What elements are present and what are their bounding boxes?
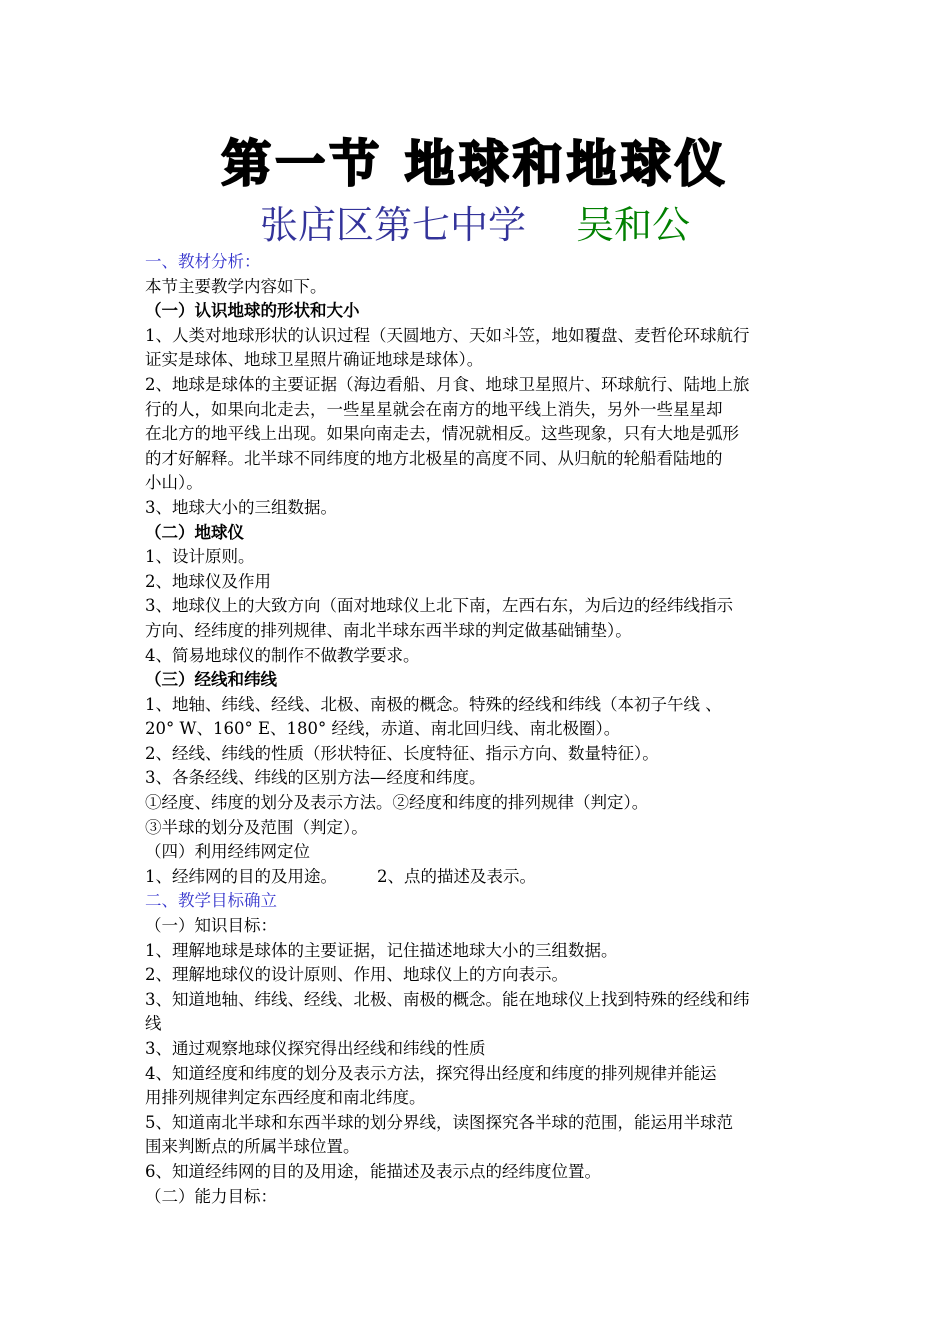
line-text: 1、地轴、纬线、经线、北极、南极的概念。特殊的经线和纬线（本初子午线 、 bbox=[145, 694, 722, 714]
text-line bbox=[145, 939, 815, 964]
line-text: 方向、经纬度的排列规律、南北半球东西半球的判定做基础铺垫）。 bbox=[145, 620, 632, 640]
line-text: 用排列规律判定东西经度和南北纬度。 bbox=[145, 1088, 426, 1108]
text-line bbox=[145, 963, 815, 988]
text-line bbox=[145, 447, 815, 472]
line-text: 小山）。 bbox=[145, 473, 203, 493]
section-heading bbox=[145, 299, 815, 324]
text-line bbox=[145, 1160, 815, 1185]
line-text: 围来判断点的所属半球位置。 bbox=[145, 1137, 360, 1157]
line-text: 1、经纬网的目的及用途。 bbox=[145, 866, 337, 886]
section-heading bbox=[145, 521, 815, 546]
line-text: 在北方的地平线上出现。如果向南走去，情况就相反。这些现象，只有大地是弧形 bbox=[145, 424, 739, 444]
line-text: 一、教材分析： bbox=[145, 252, 261, 271]
line-text: 2、地球仪及作用 bbox=[145, 571, 271, 591]
line-text: 3、地球大小的三组数据。 bbox=[145, 497, 337, 517]
line-text: 3、通过观察地球仪探究得出经线和纬线的性质 bbox=[145, 1039, 486, 1058]
text-line bbox=[145, 816, 815, 841]
line-text: 的才好解释。北半球不同纬度的地方北极星的高度不同、从归航的轮船看陆地的 bbox=[145, 448, 723, 468]
line-text: （一）认识地球的形状和大小 bbox=[145, 301, 360, 321]
text-line bbox=[145, 398, 815, 423]
document-title: 第一节 地球和地球仪 bbox=[221, 135, 729, 193]
line-text: （三）经线和纬线 bbox=[145, 670, 277, 690]
line-text: 1、人类对地球形状的认识过程（天圆地方、天如斗笠，地如覆盘、麦哲伦环球航行 bbox=[145, 325, 750, 345]
line-text: 4、简易地球仪的制作不做教学要求。 bbox=[145, 645, 420, 665]
line-text: 行的人，如果向北走去，一些星星就会在南方的地平线上消失，另外一些星星却 bbox=[145, 399, 723, 419]
text-line bbox=[145, 619, 815, 644]
text-line bbox=[145, 742, 815, 767]
section-heading bbox=[145, 250, 815, 275]
line-text: ①经度、纬度的划分及表示方法。②经度和纬度的排列规律（判定）。 bbox=[145, 793, 649, 813]
line-text: 1、理解地球是球体的主要证据，记住描述地球大小的三组数据。 bbox=[145, 940, 618, 960]
text-line bbox=[145, 914, 815, 939]
text-line bbox=[145, 1086, 815, 1111]
line-text: 3、地球仪上的大致方向（面对地球仪上北下南，左西右东，为后边的经纬线指示 bbox=[145, 596, 733, 616]
text-line bbox=[145, 496, 815, 521]
text-line bbox=[145, 865, 815, 890]
text-line bbox=[145, 471, 815, 496]
line-text: 本节主要教学内容如下。 bbox=[145, 276, 327, 296]
line-text: 证实是球体、地球卫星照片确证地球是球体）。 bbox=[145, 350, 484, 370]
line-text: 20° W、160° E、180° 经线，赤道、南北回归线、南北极圈）。 bbox=[145, 719, 621, 739]
line-text: 5、知道南北半球和东西半球的划分界线，读图探究各半球的范围，能运用半球范 bbox=[145, 1112, 733, 1132]
text-line bbox=[145, 988, 815, 1013]
line-text: 2、理解地球仪的设计原则、作用、地球仪上的方向表示。 bbox=[145, 965, 568, 985]
text-line bbox=[145, 693, 815, 718]
line-text: ③半球的划分及范围（判定）。 bbox=[145, 817, 368, 837]
line-text: 1、设计原则。 bbox=[145, 547, 255, 567]
text-line bbox=[145, 840, 815, 865]
line-text: 二、教学目标确立 bbox=[145, 891, 277, 911]
line-text: 4、知道经度和纬度的划分及表示方法，探究得出经度和纬度的排列规律并能运 bbox=[145, 1063, 717, 1083]
line-text: 2、经线、纬线的性质（形状特征、长度特征、指示方向、数量特征）。 bbox=[145, 743, 659, 763]
text-line bbox=[145, 1135, 815, 1160]
line-text: （四）利用经纬网定位 bbox=[145, 842, 310, 862]
line-text: （一）知识目标： bbox=[145, 916, 277, 936]
text-line bbox=[145, 791, 815, 816]
text-line bbox=[145, 275, 815, 300]
text-line bbox=[145, 1111, 815, 1136]
text-line bbox=[145, 570, 815, 595]
author-line bbox=[0, 200, 950, 250]
text-line bbox=[145, 545, 815, 570]
line-text: 2、地球是球体的主要证据（海边看船、月食、地球卫星照片、环球航行、陆地上旅 bbox=[145, 374, 750, 394]
text-line bbox=[145, 373, 815, 398]
text-line bbox=[145, 594, 815, 619]
line-text: （二）能力目标： bbox=[145, 1186, 277, 1206]
text-line bbox=[145, 422, 815, 447]
text-line bbox=[145, 1062, 815, 1087]
line-text: （二）地球仪 bbox=[145, 522, 244, 542]
text-line bbox=[145, 348, 815, 373]
text-line bbox=[145, 644, 815, 669]
text-line bbox=[145, 1185, 815, 1210]
section-heading bbox=[145, 889, 815, 914]
text-line bbox=[145, 766, 815, 791]
author-name: 吴和公 bbox=[576, 203, 691, 247]
line-text-tail: 2、点的描述及表示。 bbox=[377, 866, 536, 886]
text-line bbox=[145, 1037, 815, 1062]
text-line bbox=[145, 1012, 815, 1037]
line-text: 6、知道经纬网的目的及用途，能描述及表示点的经纬度位置。 bbox=[145, 1161, 601, 1181]
line-text: 线 bbox=[145, 1014, 162, 1034]
section-heading bbox=[145, 668, 815, 693]
author-school: 张店区第七中学 bbox=[259, 203, 526, 247]
line-text: 3、知道地轴、纬线、经线、北极、南极的概念。能在地球仪上找到特殊的经线和纬 bbox=[145, 989, 750, 1009]
document-body bbox=[145, 250, 815, 1209]
text-line bbox=[145, 717, 815, 742]
text-line bbox=[145, 324, 815, 349]
line-text: 3、各条经线、纬线的区别方法—经度和纬度。 bbox=[145, 768, 486, 788]
